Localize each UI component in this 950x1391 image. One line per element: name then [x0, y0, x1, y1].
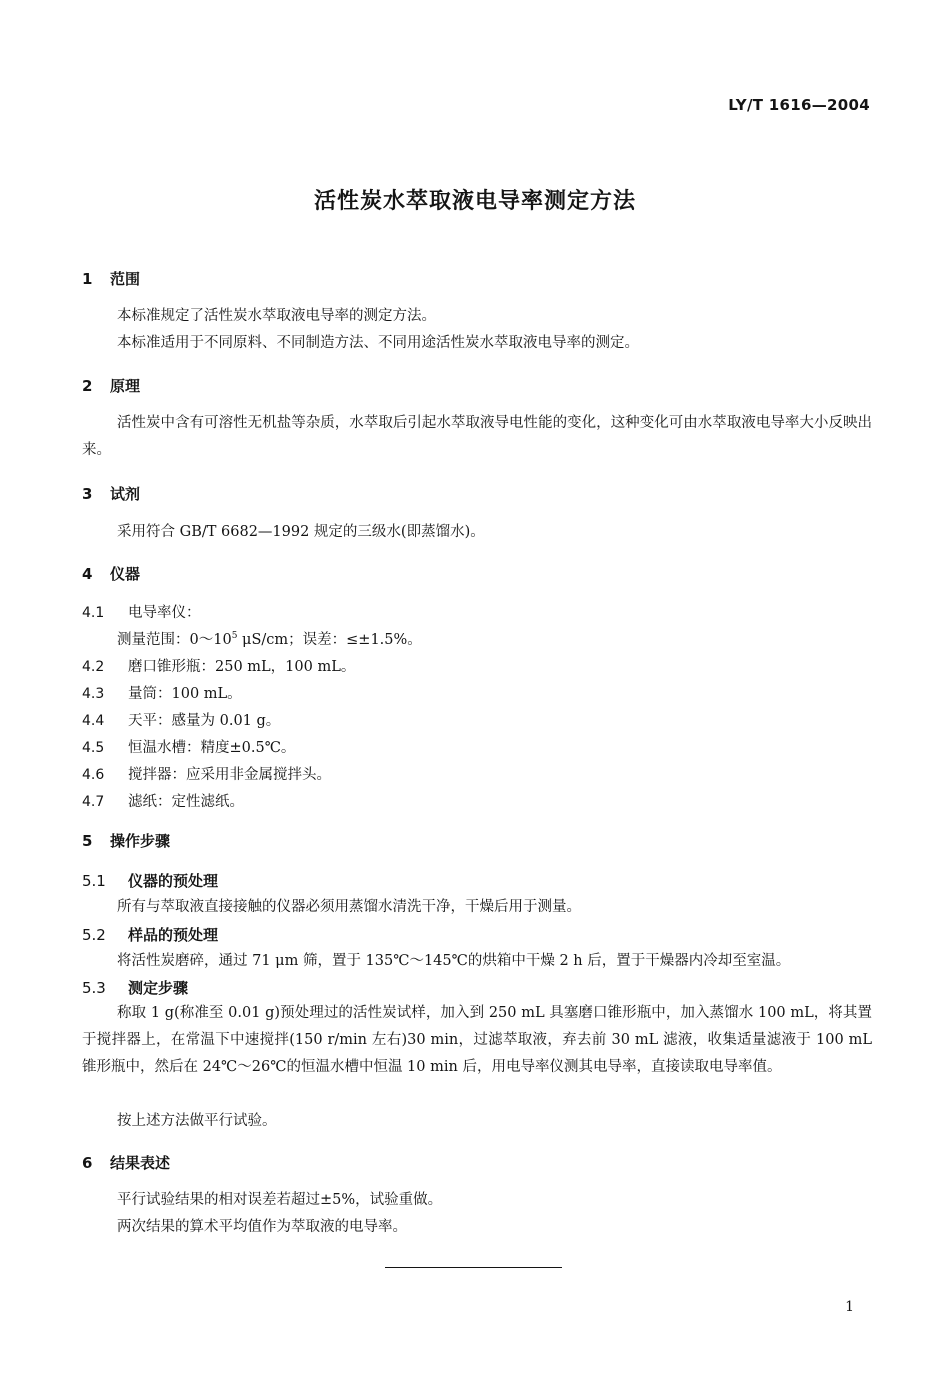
section-title: 范围	[110, 270, 141, 288]
section-title: 原理	[110, 377, 141, 395]
section-title: 操作步骤	[110, 832, 171, 850]
item-4-1: 4.1 电导率仪：	[82, 605, 201, 621]
section-1-heading	[82, 268, 140, 289]
item-4-3: 4.3 量筒：100 mL。	[82, 686, 242, 702]
section-title: 结果表述	[110, 1154, 171, 1172]
item-4-2: 4.2 磨口锥形瓶：250 mL，100 mL。	[82, 659, 356, 675]
item-4-4: 4.4 天平：感量为 0.01 g。	[82, 713, 281, 729]
section-4-heading	[82, 563, 140, 584]
section-6-paragraph-1: 平行试验结果的相对误差若超过±5%，试验重做。	[117, 1192, 443, 1208]
section-5-1-heading: 5.1 仪器的预处理	[82, 872, 219, 890]
section-number: 4	[82, 565, 93, 583]
section-5-3-paragraph-2: 按上述方法做平行试验。	[117, 1113, 277, 1129]
item-4-7: 4.7 滤纸：定性滤纸。	[82, 794, 244, 810]
section-6-heading	[82, 1152, 170, 1173]
section-5-1-paragraph: 所有与萃取液直接接触的仪器必须用蒸馏水清洗干净，干燥后用于测量。	[117, 899, 581, 915]
section-5-3-paragraph-1: 称取 1 g(称准至 0.01 g)预处理过的活性炭试样，加入到 250 mL 具塞磨口锥形瓶中，加入蒸馏水 100 mL，将其置于搅拌器上，在常温下中速搅拌(150 r/min 左右)30 min，过滤萃取液，弃去前 30 mL 滤液，收集适量滤液于 100 mL 锥形瓶中，然后在 24℃～26℃的恒温水槽中恒温 10 min 后，用电导率仪测其电导率，直接读取电导率值。	[82, 1005, 872, 1075]
standard-code: LY/T 1616—2004	[728, 96, 870, 114]
section-6-paragraph-2: 两次结果的算术平均值作为萃取液的电导率。	[117, 1219, 407, 1235]
measurement-range: 测量范围：$0\sim 10^5$ μS/cm；误差：≤±1.5%。	[117, 631, 422, 648]
document-title: 活性炭水萃取液电导率测定方法	[313, 189, 636, 214]
section-1-paragraph-2: 本标准适用于不同原料、不同制造方法、不同用途活性炭水萃取液电导率的测定。	[117, 335, 639, 351]
page-number: 1	[845, 1299, 854, 1315]
section-number: 5	[82, 832, 93, 850]
section-5-heading	[82, 830, 170, 851]
section-5-3-heading: 5.3 测定步骤	[82, 979, 189, 997]
section-3-paragraph-1: 采用符合 GB/T 6682—1992 规定的三级水(即蒸馏水)。	[117, 524, 485, 540]
section-number: 1	[82, 270, 93, 288]
section-number: 3	[82, 485, 93, 503]
section-5-2-paragraph: 将活性炭磨碎，通过 71 μm 筛，置于 135℃～145℃的烘箱中干燥 2 h 后，置于干燥器内冷却至室温。	[117, 953, 791, 969]
section-title: 试剂	[110, 485, 141, 503]
section-title: 仪器	[110, 565, 141, 583]
section-number: 6	[82, 1154, 93, 1172]
section-1-paragraph-1: 本标准规定了活性炭水萃取液电导率的测定方法。	[117, 308, 436, 324]
section-2-heading	[82, 375, 140, 396]
section-number: 2	[82, 377, 93, 395]
section-5-2-heading: 5.2 样品的预处理	[82, 926, 219, 944]
section-3-heading	[82, 483, 140, 504]
item-4-6: 4.6 搅拌器：应采用非金属搅拌头。	[82, 767, 331, 783]
end-rule	[385, 1267, 562, 1268]
item-4-5: 4.5 恒温水槽：精度±0.5℃。	[82, 740, 296, 756]
section-2-paragraph-1: 活性炭中含有可溶性无机盐等杂质，水萃取后引起水萃取液导电性能的变化，这种变化可由水萃取液电导率大小反映出来。	[82, 415, 872, 458]
